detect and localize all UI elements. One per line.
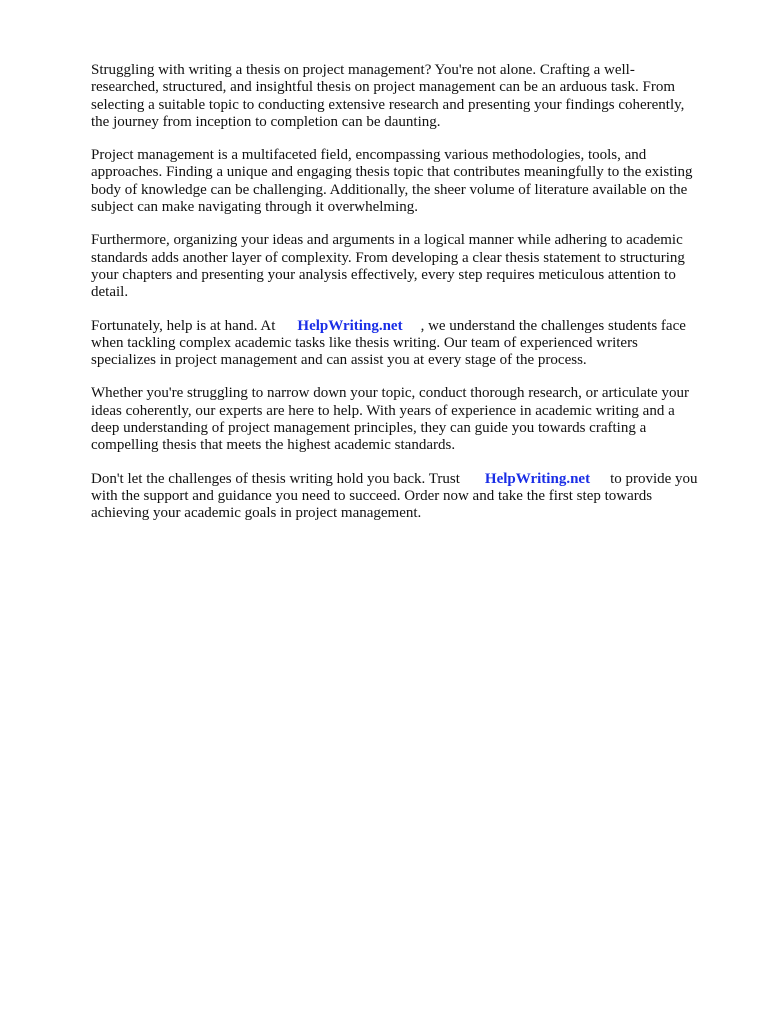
text-line: with the support and guidance you need to succeed. Order now and take the first step towards: [91, 487, 653, 504]
text-line: standards adds another layer of complexity. From developing a clear thesis statement to structuring: [91, 249, 685, 266]
text-line: [91, 318, 686, 334]
helpwriting-link[interactable]: HelpWriting.net: [484, 470, 591, 487]
text-line: researched, structured, and insightful thesis on project management can be an arduous task. From: [91, 79, 675, 96]
text-line: Whether you're struggling to narrow down your topic, conduct thorough research, or articulate your: [91, 385, 689, 402]
text-line: subject can make navigating through it overwhelming.: [91, 199, 418, 216]
paragraph-intro: [91, 62, 731, 131]
text-line: compelling thesis that meets the highest academic standards.: [91, 437, 456, 454]
text-line: your chapters and presenting your analysis effectively, every step requires meticulous attention to: [91, 266, 676, 283]
text-line: detail.: [91, 284, 129, 301]
paragraph-experts: [91, 385, 731, 454]
text-line: achieving your academic goals in project management.: [91, 505, 422, 522]
text-line: body of knowledge can be challenging. Additionally, the sheer volume of literature available on the: [91, 181, 688, 198]
text-line: deep understanding of project management principles, they can guide you towards crafting a: [91, 420, 647, 437]
text-line: specializes in project management and can assist you at every stage of the process.: [91, 352, 587, 369]
text-fragment: Don't let the challenges of thesis writing hold you back. Trust: [91, 470, 460, 487]
text-line: approaches. Finding a unique and engaging thesis topic that contributes meaningfully to the existing: [91, 164, 693, 181]
text-fragment: to provide you: [610, 470, 698, 487]
text-line: Struggling with writing a thesis on project management? You're not alone. Crafting a well-: [91, 62, 635, 78]
paragraph-organizing: [91, 232, 731, 301]
document-page: [91, 62, 731, 539]
text-line: ideas coherently, our experts are here to help. With years of experience in academic writing and a: [91, 402, 675, 419]
text-line: selecting a suitable topic to conducting extensive research and presenting your findings coherently,: [91, 96, 685, 113]
paragraph-field-overview: [91, 147, 731, 216]
helpwriting-link[interactable]: HelpWriting.net: [297, 317, 403, 334]
text-line: when tackling complex academic tasks like thesis writing. Our team of experienced writers: [91, 334, 638, 351]
text-fragment: Fortunately, help is at hand. At: [91, 317, 276, 334]
text-fragment: , we understand the challenges students face: [420, 317, 686, 334]
text-line: the journey from inception to completion can be daunting.: [91, 113, 441, 130]
text-line: Furthermore, organizing your ideas and arguments in a logical manner while adhering to academic: [91, 232, 683, 249]
text-line: Project management is a multifaceted field, encompassing various methodologies, tools, and: [91, 147, 647, 164]
text-line: [91, 471, 698, 487]
paragraph-call-to-action: [91, 471, 731, 523]
paragraph-help: [91, 318, 731, 370]
